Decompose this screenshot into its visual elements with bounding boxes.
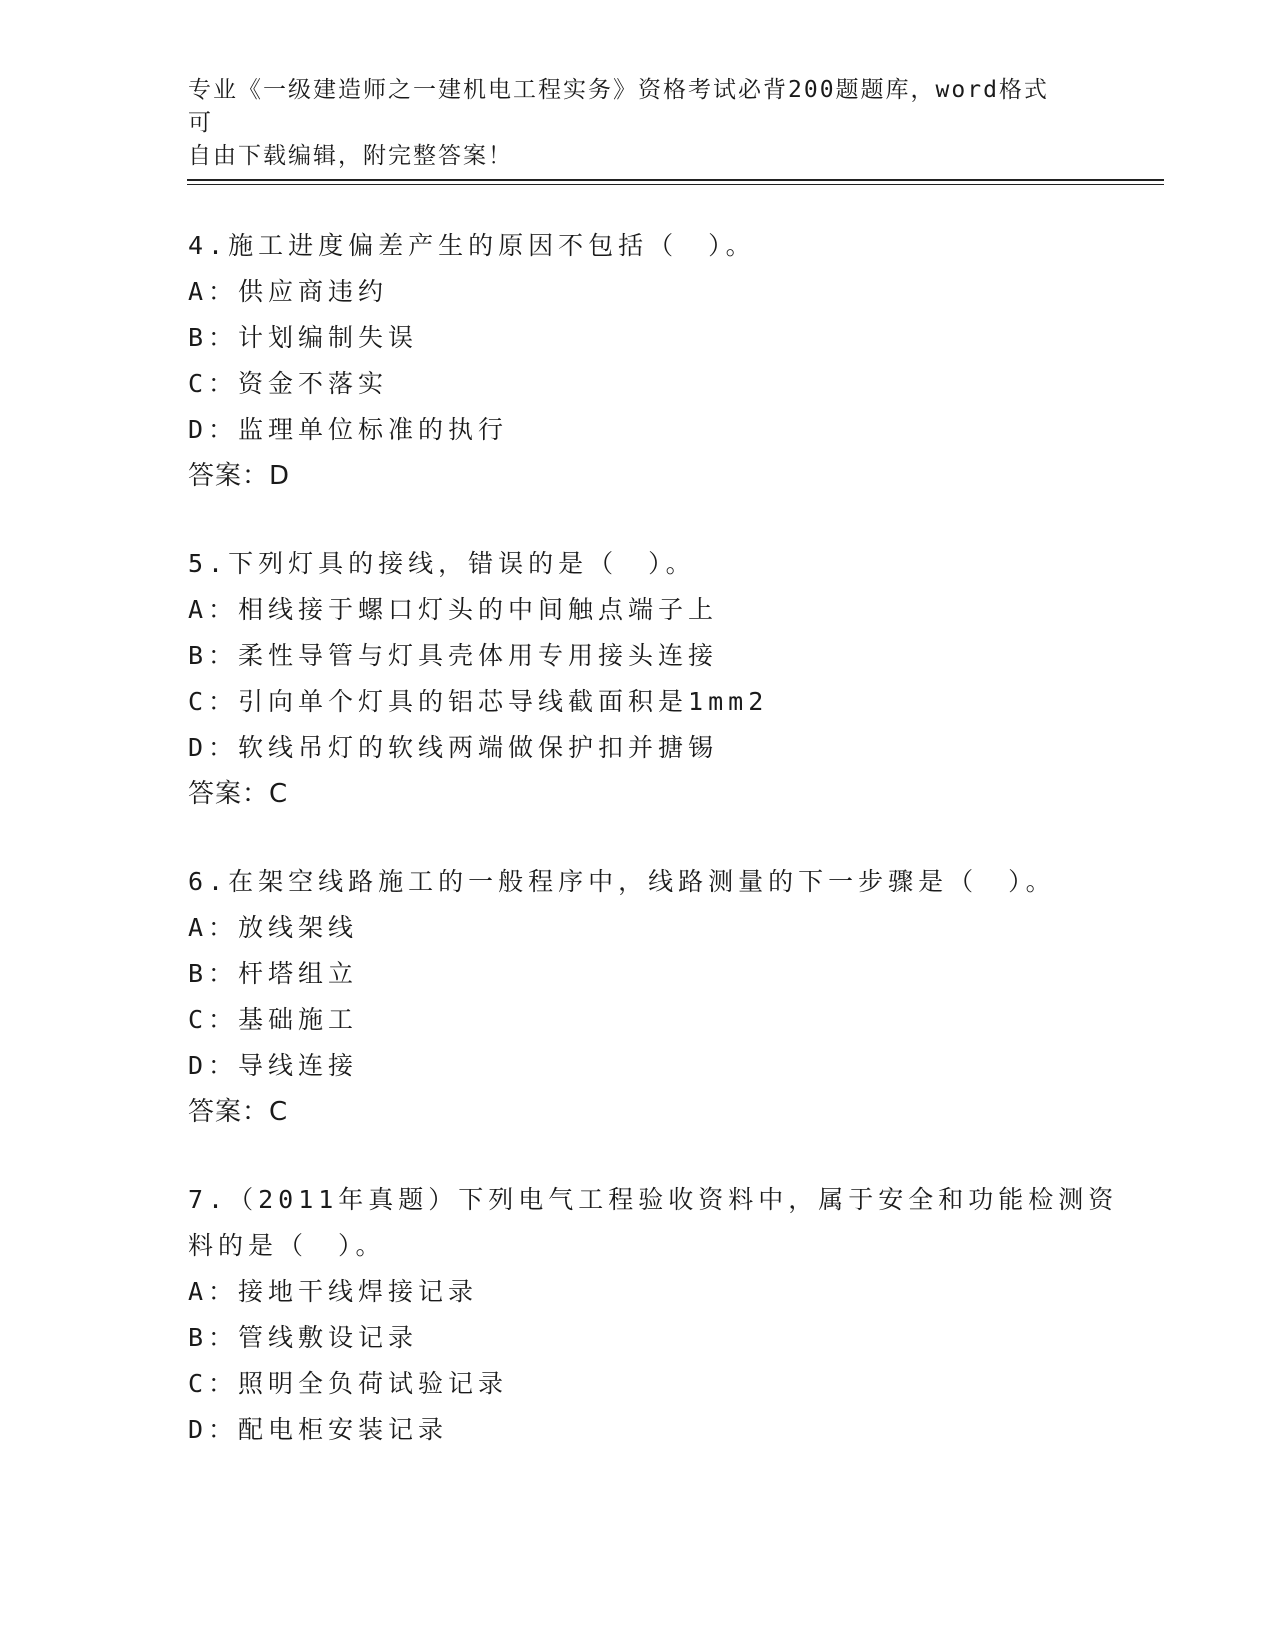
option-c: C：引向单个灯具的铝芯导线截面积是1mm2 (188, 687, 769, 716)
option-a: A：接地干线焊接记录 (188, 1277, 479, 1306)
question-6 (188, 859, 1088, 1135)
option-b: B：管线敷设记录 (188, 1323, 419, 1352)
option-b: B：柔性导管与灯具壳体用专用接头连接 (188, 641, 719, 670)
option-b: B：计划编制失误 (188, 323, 419, 352)
question-4 (188, 223, 1088, 499)
question-stem-line-1: 7.（2011年真题）下列电气工程验收资料中，属于安全和功能检测资 (188, 1185, 1119, 1214)
option-b: B：杆塔组立 (188, 959, 359, 988)
answer: 答案：D (188, 461, 291, 491)
option-d: D：软线吊灯的软线两端做保护扣并搪锡 (188, 733, 719, 762)
question-7 (188, 1177, 1119, 1453)
answer: 答案：C (188, 779, 289, 809)
option-c: C：资金不落实 (188, 369, 389, 398)
question-stem-line-2: 料的是（ ）。 (188, 1231, 386, 1260)
option-a: A：供应商违约 (188, 277, 389, 306)
option-a: A：放线架线 (188, 913, 359, 942)
option-c: C：照明全负荷试验记录 (188, 1369, 509, 1398)
option-d: D：导线连接 (188, 1051, 359, 1080)
header-line-1: 专业《一级建造师之一建机电工程实务》资格考试必背200题题库，word格式可 (188, 77, 1049, 136)
option-d: D：监理单位标准的执行 (188, 415, 509, 444)
question-stem: 4.施工进度偏差产生的原因不包括（ ）。 (188, 231, 756, 260)
option-d: D：配电柜安装记录 (188, 1415, 449, 1444)
document-header (188, 74, 1068, 173)
option-c: C：基础施工 (188, 1005, 359, 1034)
question-5 (188, 541, 1088, 817)
option-a: A：相线接于螺口灯头的中间触点端子上 (188, 595, 719, 624)
header-rule-top (187, 179, 1164, 181)
question-stem: 6.在架空线路施工的一般程序中，线路测量的下一步骤是（ ）。 (188, 867, 1056, 896)
header-line-2: 自由下载编辑，附完整答案！ (188, 143, 513, 169)
header-rule-bottom (187, 184, 1164, 185)
question-stem: 5.下列灯具的接线，错误的是（ ）。 (188, 549, 696, 578)
answer: 答案：C (188, 1097, 289, 1127)
